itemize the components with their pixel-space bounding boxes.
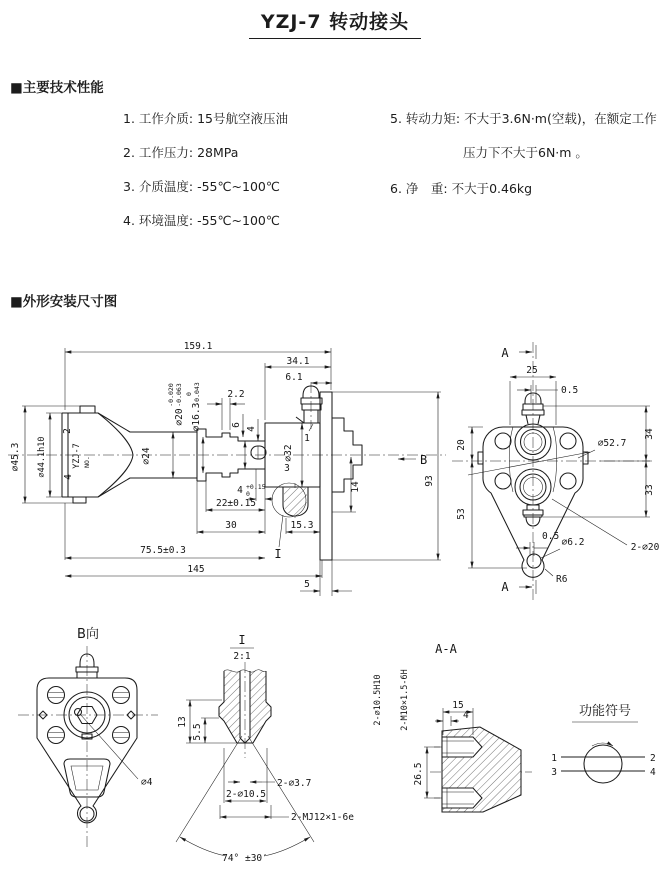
dim-16-tol-dn: -0.043 xyxy=(193,382,201,406)
detail-leader xyxy=(279,515,283,547)
view-b-front xyxy=(18,627,158,848)
tech-item-6: 6. 净 重: 不大于0.46kg xyxy=(390,181,533,196)
section-label-a-top: A xyxy=(501,346,509,360)
dim-6-2: ⌀6.2 xyxy=(561,537,585,548)
main-side-view xyxy=(8,341,446,596)
symbol-port-1: 1 xyxy=(551,753,557,764)
function-symbol xyxy=(551,703,656,783)
dim-145: 145 xyxy=(187,564,205,575)
dim-53: 53 xyxy=(456,508,467,520)
dim-6: 6 xyxy=(231,422,242,428)
section-aa-view xyxy=(373,642,532,812)
body-mark-2: 2 xyxy=(62,428,73,434)
dim-2x10-5h10: 2-⌀10.5H10 xyxy=(373,674,383,726)
dim-2x20: 2-⌀20 xyxy=(630,542,660,553)
tech-item-5: 5. 转动力矩: 不大于3.6N·m(空载)，在额定工作 xyxy=(390,111,657,126)
detail-i-view xyxy=(176,633,354,864)
dim-32: ⌀32 xyxy=(283,444,294,462)
dim-4-land: 4 xyxy=(463,710,469,721)
dim-34-1: 34.1 xyxy=(286,356,310,367)
body-model: YZJ-7 xyxy=(72,443,82,469)
tech-item-2: 2. 工作压力: 28MPa xyxy=(123,145,239,160)
dim-2-2: 2.2 xyxy=(227,389,245,400)
dim-thread-mj12: 2-MJ12×1-6e xyxy=(291,812,354,823)
dim-2x10-5: 2-⌀10.5 xyxy=(225,789,267,800)
dim-2x3-7: 2-⌀3.7 xyxy=(277,778,312,789)
dim-20-tol-dn: -0.063 xyxy=(175,383,183,407)
body-tab-top xyxy=(80,406,95,413)
section-label-a-bottom: A xyxy=(501,580,509,594)
dim-22: 22±0.15 xyxy=(215,498,257,509)
symbol-port-2: 2 xyxy=(650,753,656,764)
dim-16-tol-up: 0 xyxy=(185,392,193,396)
dim-angle-74: 74° ±30′ xyxy=(222,853,268,864)
dim-4-groove-up: +0.15 xyxy=(246,483,266,491)
tip-hole xyxy=(527,554,541,568)
dim-4: 4 xyxy=(246,426,257,432)
tech-item-4: 4. 环境温度: -55℃~100℃ xyxy=(123,213,280,228)
outline-heading: ■外形安装尺寸图 xyxy=(10,294,118,310)
view-a-flange xyxy=(452,342,660,600)
dim-4-hole: ⌀4 xyxy=(141,777,153,788)
title-text: YZJ-7 转动接头 xyxy=(249,7,421,39)
dim-34a: 34 xyxy=(644,428,655,440)
tech-item-5b: 压力下不大于6N·m 。 xyxy=(463,145,588,160)
tech-heading: ■主要技术性能 xyxy=(10,80,104,96)
tech-item-1: 1. 工作介质: 15号航空液压油 xyxy=(123,111,288,126)
dim-5-5: 5.5 xyxy=(192,723,203,741)
detail-i-label: I xyxy=(238,633,246,647)
dim-14: 14 xyxy=(350,481,361,493)
dim-4-groove: 4 xyxy=(237,485,243,496)
section-trace xyxy=(468,452,590,475)
dim-15-3: 15.3 xyxy=(290,520,314,531)
dim-25: 25 xyxy=(526,365,538,376)
section-aa-label: A-A xyxy=(435,642,457,656)
dim-20a: 20 xyxy=(456,439,467,451)
bottom-port-hatch xyxy=(284,488,307,515)
view-b-label: B xyxy=(420,453,428,467)
threaded-hole-lower xyxy=(442,788,482,808)
dim-20: ⌀20 xyxy=(174,408,185,426)
detail-i-scale: 2:1 xyxy=(233,651,251,662)
dim-44-1: ⌀44.1h10 xyxy=(37,436,47,478)
dim-13: 13 xyxy=(177,716,188,728)
tech-item-3: 3. 介质温度: -55℃~100℃ xyxy=(123,179,280,194)
body-tab-bottom xyxy=(73,497,86,503)
symbol-port-3: 3 xyxy=(551,767,557,778)
page-title xyxy=(0,7,670,39)
view-b-title: B向 xyxy=(77,627,99,642)
dim-20-tol-up: -0.020 xyxy=(167,383,175,407)
dim-26-5: 26.5 xyxy=(413,762,424,786)
dim-5: 5 xyxy=(304,579,310,590)
threaded-hole-upper xyxy=(442,737,482,757)
dim-33: 33 xyxy=(644,484,655,496)
dim-6-1: 6.1 xyxy=(285,372,303,383)
body-mark-4: 4 xyxy=(63,474,74,480)
dim-45-3: ⌀45.3 xyxy=(10,442,21,472)
port-label-3: 3 xyxy=(284,463,290,474)
flange-plate-edge xyxy=(320,392,332,560)
shaft-slot xyxy=(251,446,266,459)
dim-93: 93 xyxy=(424,475,435,487)
dim-30: 30 xyxy=(225,520,237,531)
body-no: NO. xyxy=(83,456,91,468)
dim-0-5-top: 0.5 xyxy=(561,385,579,396)
dim-15: 15 xyxy=(452,700,464,711)
dim-r6: R6 xyxy=(556,574,568,585)
dim-75-5: 75.5±0.3 xyxy=(140,545,186,556)
dim-2xm10: 2-M10×1.5-6H xyxy=(400,669,410,731)
dim-4-groove-dn: 0 xyxy=(246,490,250,498)
dimension-drawing xyxy=(0,330,670,871)
port-label-1: 1 xyxy=(304,433,310,444)
symbol-port-4: 4 xyxy=(650,767,656,778)
detail-mark-i: I xyxy=(274,547,282,561)
dim-0-5-bottom: 0.5 xyxy=(542,531,560,542)
dim-24: ⌀24 xyxy=(141,447,152,465)
symbol-circle xyxy=(584,745,622,783)
dim-52-7: ⌀52.7 xyxy=(597,438,627,449)
dim-16-3: ⌀16.3 xyxy=(191,402,202,432)
dim-159-1: 159.1 xyxy=(183,341,213,352)
function-symbol-title: 功能符号 xyxy=(578,704,632,719)
